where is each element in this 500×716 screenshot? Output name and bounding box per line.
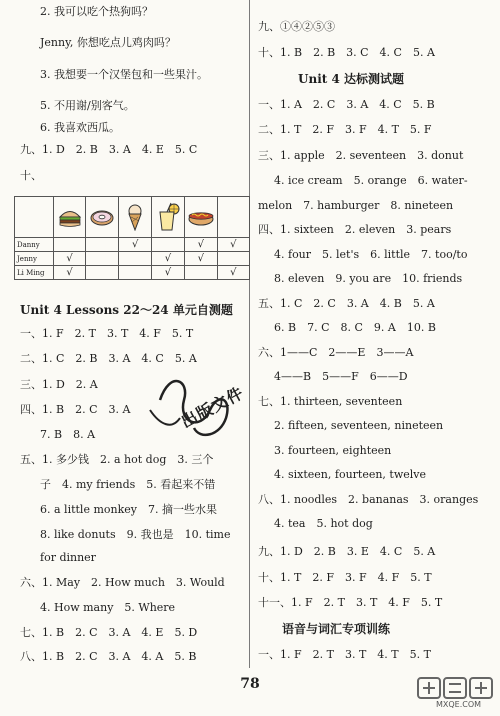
answer-line: 3. 我想要一个汉堡包和一些果汁。 <box>40 68 208 81</box>
answer-line: 七、1. B 2. C 3. A 4. E 5. D <box>20 626 198 639</box>
table-cell <box>184 266 217 280</box>
table-cell: √ <box>53 252 86 266</box>
answer-line: 一、1. F 2. T 3. T 4. F 5. T <box>20 327 194 340</box>
table-cell <box>119 266 152 280</box>
answer-line: 4. sixteen, fourteen, twelve <box>274 468 427 481</box>
section-heading: 语音与词汇专项训练 <box>282 622 391 636</box>
answer-line: 6. a little monkey 7. 摘一些水果 <box>40 503 217 516</box>
answer-line: Jenny, 你想吃点儿鸡肉吗？ <box>40 36 176 49</box>
juice-icon <box>152 197 185 238</box>
answer-line: 八、1. B 2. C 3. A 4. A 5. B <box>20 650 197 663</box>
table-cell <box>86 238 119 252</box>
food-preference-table <box>14 196 250 280</box>
table-cell <box>152 238 185 252</box>
table-cell: √ <box>119 238 152 252</box>
answer-line: 十、1. B 2. B 3. C 4. C 5. A <box>258 46 435 59</box>
watermark-logo-icon <box>414 672 500 716</box>
table-cell <box>86 252 119 266</box>
table-header-row <box>15 197 250 238</box>
answer-line: for dinner <box>40 551 96 564</box>
row-name: Li Ming <box>15 266 54 280</box>
answer-line: 一、1. A 2. C 3. A 4. C 5. B <box>258 98 435 111</box>
answer-line: 二、1. T 2. F 3. F 4. T 5. F <box>258 123 432 136</box>
answer-line: 5. 不用谢/别客气。 <box>40 99 135 112</box>
table-cell <box>86 266 119 280</box>
column-divider <box>249 0 250 668</box>
row-name: Jenny <box>15 252 54 266</box>
table-row <box>15 238 250 252</box>
answer-line: 四、1. sixteen 2. eleven 3. pears <box>258 223 452 236</box>
table-cell: √ <box>184 252 217 266</box>
unit-heading: Unit 4 Lessons 22～24 单元自测题 <box>20 303 233 317</box>
watermark-text: MXQE.COM <box>436 700 482 709</box>
answer-line: 八、1. noodles 2. bananas 3. oranges <box>258 493 479 506</box>
table-cell <box>53 238 86 252</box>
table-cell: √ <box>152 252 185 266</box>
answer-line: 4——B 5——F 6——D <box>274 370 408 383</box>
row-name: Danny <box>15 238 54 252</box>
answer-line: 6. 我喜欢西瓜。 <box>40 121 120 134</box>
table-row <box>15 266 250 280</box>
answer-line: 二、1. C 2. B 3. A 4. C 5. A <box>20 352 197 365</box>
table-row <box>15 252 250 266</box>
answer-line: 6. B 7. C 8. C 9. A 10. B <box>274 321 436 334</box>
unit-heading: Unit 4 达标测试题 <box>298 72 404 86</box>
answer-line: 2. 我可以吃个热狗吗？ <box>40 5 153 18</box>
answer-line: 8. like donuts 9. 我也是 10. time <box>40 528 231 541</box>
answer-line: 十、1. T 2. F 3. F 4. F 5. T <box>258 571 432 584</box>
answer-line: 十一、1. F 2. T 3. T 4. F 5. T <box>258 596 443 609</box>
page-number: 78 <box>240 676 260 692</box>
answer-line: 三、1. apple 2. seventeen 3. donut <box>258 149 464 162</box>
table-cell: √ <box>184 238 217 252</box>
table-cell <box>119 252 152 266</box>
answer-line: 子 4. my friends 5. 看起来不错 <box>40 478 216 491</box>
answer-line: 4. four 5. let's 6. little 7. too/to <box>274 248 468 261</box>
answer-line: 九、1. D 2. B 3. E 4. C 5. A <box>258 545 436 558</box>
stamp-text: 出版文件 <box>177 383 247 432</box>
answer-line: 九、①④②⑤③ <box>258 20 335 33</box>
table-cell: √ <box>217 238 249 252</box>
table-cell <box>217 252 249 266</box>
answer-line: 六、1——C 2——E 3——A <box>258 346 414 359</box>
answer-line: 7. B 8. A <box>40 428 96 441</box>
table-cell: √ <box>217 266 249 280</box>
table-cell: √ <box>152 266 185 280</box>
answer-line: 五、1. C 2. C 3. A 4. B 5. A <box>258 297 435 310</box>
hamburger-icon <box>53 197 86 238</box>
ice-cream-icon <box>119 197 152 238</box>
answer-line: 4. How many 5. Where <box>40 601 176 614</box>
donut-icon <box>86 197 119 238</box>
answer-line: 五、1. 多少钱 2. a hot dog 3. 三个 <box>20 453 214 466</box>
answer-line: 九、1. D 2. B 3. A 4. E 5. C <box>20 143 198 156</box>
answer-line: 8. eleven 9. you are 10. friends <box>274 272 463 285</box>
answer-line: 十、 <box>20 169 42 182</box>
answer-line: 3. fourteen, eighteen <box>274 444 392 457</box>
answer-line: 四、1. B 2. C 3. A <box>20 403 131 416</box>
answer-line: 三、1. D 2. A <box>20 378 98 391</box>
answer-line: 2. fifteen, seventeen, nineteen <box>274 419 444 432</box>
answer-line: 一、1. F 2. T 3. T 4. T 5. T <box>258 648 431 661</box>
answer-line: melon 7. hamburger 8. nineteen <box>258 199 454 212</box>
answer-line: 4. ice cream 5. orange 6. water- <box>274 174 468 187</box>
table-cell: √ <box>53 266 86 280</box>
answer-line: 4. tea 5. hot dog <box>274 517 373 530</box>
answer-line: 六、1. May 2. How much 3. Would <box>20 576 225 589</box>
hot-dog-icon <box>184 197 217 238</box>
answer-line: 七、1. thirteen, seventeen <box>258 395 403 408</box>
